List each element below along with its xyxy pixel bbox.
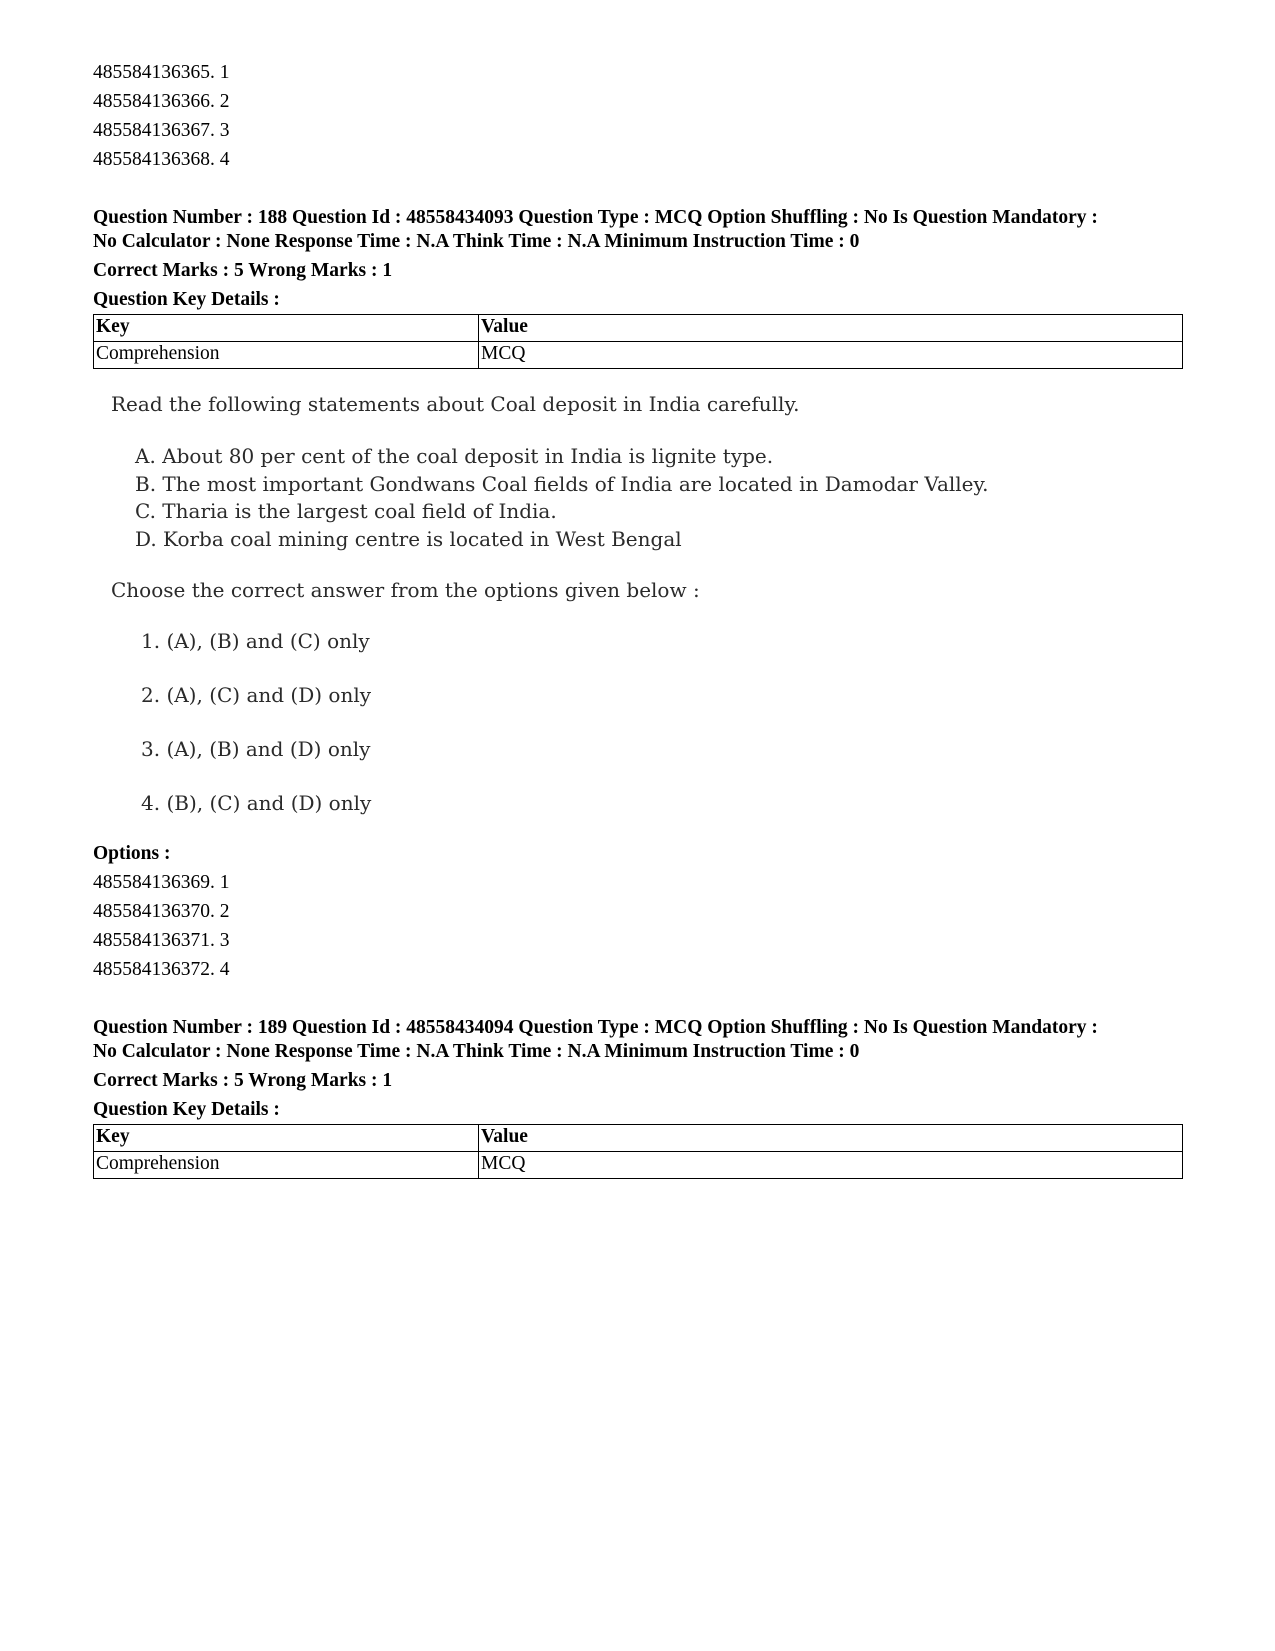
statement-item: C. Tharia is the largest coal field of India. xyxy=(135,499,557,523)
table-header-value: Value xyxy=(479,1125,1183,1152)
table-header-key: Key xyxy=(94,1125,479,1152)
table-header-key: Key xyxy=(94,315,479,342)
option-item: 485584136371. 3 xyxy=(93,930,230,951)
question-intro: Read the following statements about Coal deposit in India carefully. xyxy=(111,392,800,416)
table-header-row xyxy=(94,315,1183,342)
table-cell-value: MCQ xyxy=(479,342,1183,369)
option-item: 485584136365. 1 xyxy=(93,62,230,83)
table-row xyxy=(94,342,1183,369)
table-cell-key: Comprehension xyxy=(94,1152,479,1179)
question-image xyxy=(93,391,1183,817)
option-item: 485584136370. 2 xyxy=(93,901,230,922)
table-header-row xyxy=(94,1125,1183,1152)
question-marks: Correct Marks : 5 Wrong Marks : 1 xyxy=(93,1070,393,1091)
option-item: 485584136372. 4 xyxy=(93,959,230,980)
choose-instruction: Choose the correct answer from the options given below : xyxy=(111,578,700,602)
document-page xyxy=(93,58,1183,1179)
statement-item: D. Korba coal mining centre is located in West Bengal xyxy=(135,526,682,551)
question-block-188 xyxy=(93,206,1183,984)
question-key-details-label: Question Key Details : xyxy=(93,289,280,310)
choice-list xyxy=(111,627,1183,817)
option-item: 485584136369. 1 xyxy=(93,872,230,893)
question-key-details-label: Question Key Details : xyxy=(93,1099,280,1120)
question-block-189 xyxy=(93,1016,1183,1179)
option-item: 485584136366. 2 xyxy=(93,91,230,112)
statement-item: B. The most important Gondwans Coal fields of India are located in Damodar Valley. xyxy=(135,471,989,496)
question-header-line1: Question Number : 188 Question Id : 48558434093 Question Type : MCQ Option Shuffling : No Is Question Mandatory : xyxy=(93,207,1098,228)
question-header-line1: Question Number : 189 Question Id : 48558434094 Question Type : MCQ Option Shuffling : No Is Question Mandatory : xyxy=(93,1017,1098,1038)
option-item: 485584136367. 3 xyxy=(93,120,230,141)
previous-options-list xyxy=(93,58,1183,174)
options-section xyxy=(93,839,1183,984)
question-header-line2: No Calculator : None Response Time : N.A Think Time : N.A Minimum Instruction Time : 0 xyxy=(93,1041,860,1062)
option-item: 485584136368. 4 xyxy=(93,149,230,170)
question-header-line2: No Calculator : None Response Time : N.A Think Time : N.A Minimum Instruction Time : 0 xyxy=(93,231,860,252)
statement-item: A. About 80 per cent of the coal deposit in India is lignite type. xyxy=(135,444,774,468)
choice-item: 3. (A), (B) and (D) only xyxy=(141,737,371,761)
question-key-table xyxy=(93,1124,1183,1179)
table-row xyxy=(94,1152,1183,1179)
statement-list xyxy=(111,443,1183,553)
choice-item: 4. (B), (C) and (D) only xyxy=(141,791,372,815)
question-marks: Correct Marks : 5 Wrong Marks : 1 xyxy=(93,260,393,281)
choice-item: 2. (A), (C) and (D) only xyxy=(141,683,372,707)
choice-item: 1. (A), (B) and (C) only xyxy=(141,629,370,653)
table-header-value: Value xyxy=(479,315,1183,342)
table-cell-key: Comprehension xyxy=(94,342,479,369)
options-label: Options : xyxy=(93,843,171,864)
question-key-table xyxy=(93,314,1183,369)
table-cell-value: MCQ xyxy=(479,1152,1183,1179)
